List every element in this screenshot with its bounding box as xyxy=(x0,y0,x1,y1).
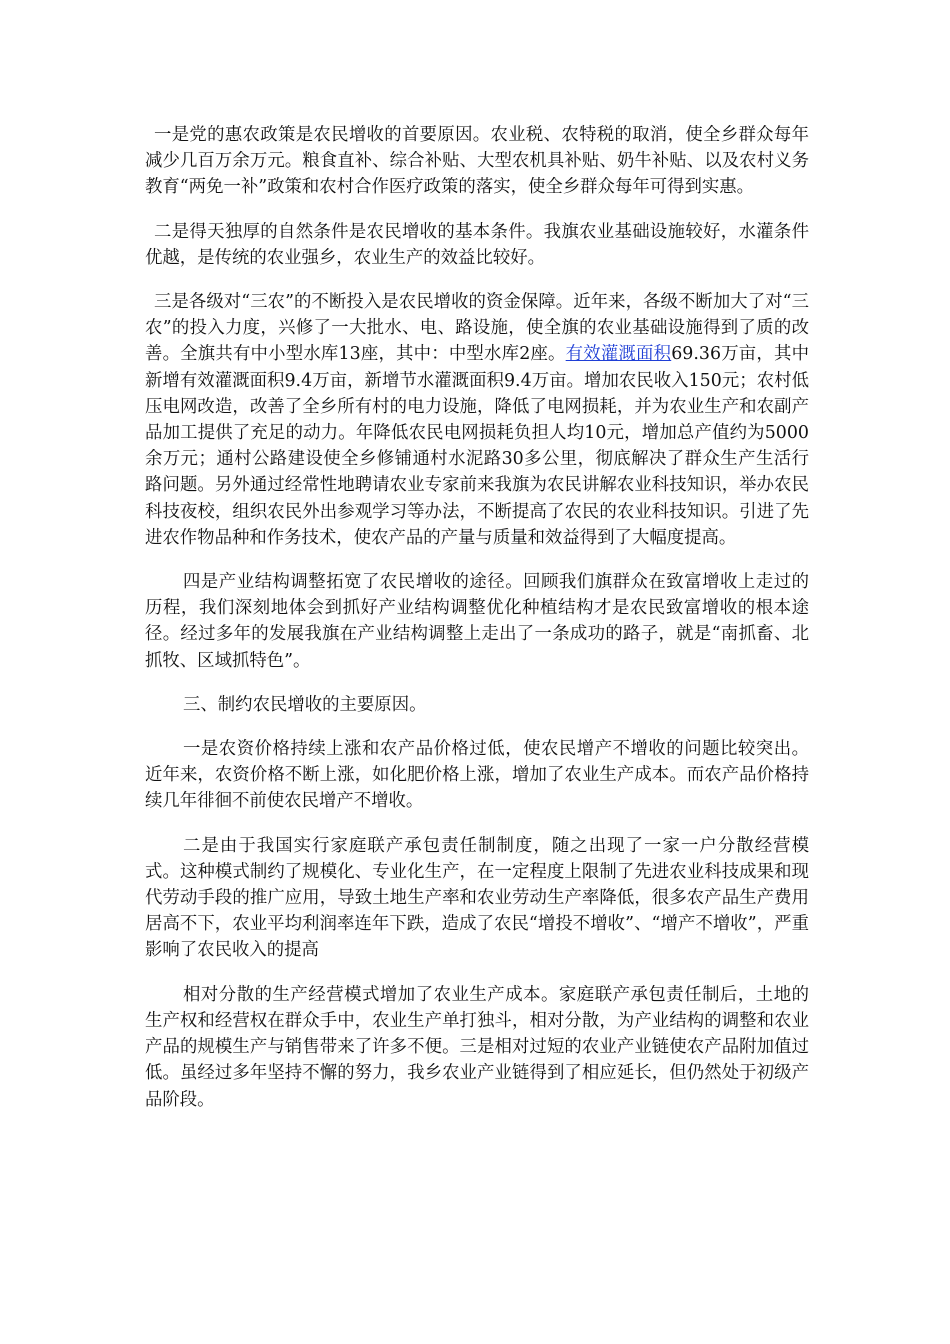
paragraph-natural-conditions: 二是得天独厚的自然条件是农民增收的基本条件。我旗农业基础设施较好，水灌条件优越，是传统的农业强乡，农业生产的效益比较好。 xyxy=(145,221,809,268)
paragraph-investment xyxy=(145,289,809,551)
section-heading-constraints: 三、制约农民增收的主要原因。 xyxy=(183,694,427,715)
paragraph-party-policy: 一是党的惠农政策是农民增收的首要原因。农业税、农特税的取消，使全乡群众每年减少几百万余万元。粮食直补、综合补贴、大型农机具补贴、奶牛补贴、以及农村义务教育“两免一补”政策和农村合作医疗政策的落实，使全乡群众每年可得到实惠。 xyxy=(145,125,809,198)
paragraph-household-contract: 二是由于我国实行家庭联产承包责任制制度，随之出现了一家一户分散经营模式。这种模式制约了规模化、专业化生产，在一定程度上限制了先进农业科技成果和现代劳动手段的推广应用，导致土地生产率和农业劳动生产率降低，很多农产品生产费用居高不下，农业平均利润率连年下跌，造成了农民“增投不增收”、“增产不增收”，严重影响了农民收入的提高 xyxy=(145,835,809,961)
irrigation-area-link[interactable]: 有效灌溉面积 xyxy=(565,344,672,365)
paragraph-industry-structure: 四是产业结构调整拓宽了农民增收的途径。回顾我们旗群众在致富增收上走过的历程，我们深刻地体会到抓好产业结构调整优化种植结构才是农民致富增收的根本途径。经过多年的发展我旗在产业结构调整上走出了一条成功的路子，就是“南抓畜、北抓牧、区域抓特色”。 xyxy=(145,572,809,671)
paragraph-investment-text-before: 三是各级对“三农”的不断投入是农民增收的资金保障。近年来，各级不断加大了对“三农”的投入力度，兴修了一大批水、电、路设施，使全旗的农业基础设施得到了质的改善。全旗共有中小型水库13座，其中：中型水库2座。 xyxy=(145,292,809,365)
paragraph-dispersed-production: 相对分散的生产经营模式增加了农业生产成本。家庭联产承包责任制后，土地的生产权和经营权在群众手中，农业生产单打独斗，相对分散，为产业结构的调整和农业产品的规模生产与销售带来了许多不便。三是相对过短的农业产业链使农产品附加值过低。虽经过多年坚持不懈的努力，我乡农业产业链得到了相应延长，但仍然处于初级产品阶段。 xyxy=(145,984,809,1110)
document-body xyxy=(145,122,809,1131)
paragraph-investment-text-after: 69.36万亩，其中新增有效灌溉面积9.4万亩，新增节水灌溉面积9.4万亩。增加农民收入150元；农村低压电网改造，改善了全乡所有村的电力设施，降低了电网损耗，并为农业生产和农副产品加工提供了充足的动力。年降低农民电网损耗负担人均10元，增加总产值约为5000余万元；通村公路建设使全乡修铺通村水泥路30多公里，彻底解决了群众生产生活行路问题。另外通过经常性地聘请农业专家前来我旗为农民讲解农业科技知识，举办农民科技夜校，组织农民外出参观学习等办法，不断提高了农民的农业科技知识。引进了先进农作物品种和作务技术，使农产品的产量与质量和效益得到了大幅度提高。 xyxy=(145,344,809,548)
paragraph-price-issue: 一是农资价格持续上涨和农产品价格过低，使农民增产不增收的问题比较突出。近年来，农资价格不断上涨，如化肥价格上涨，增加了农业生产成本。而农产品价格持续几年徘徊不前使农民增产不增收。 xyxy=(145,739,809,812)
